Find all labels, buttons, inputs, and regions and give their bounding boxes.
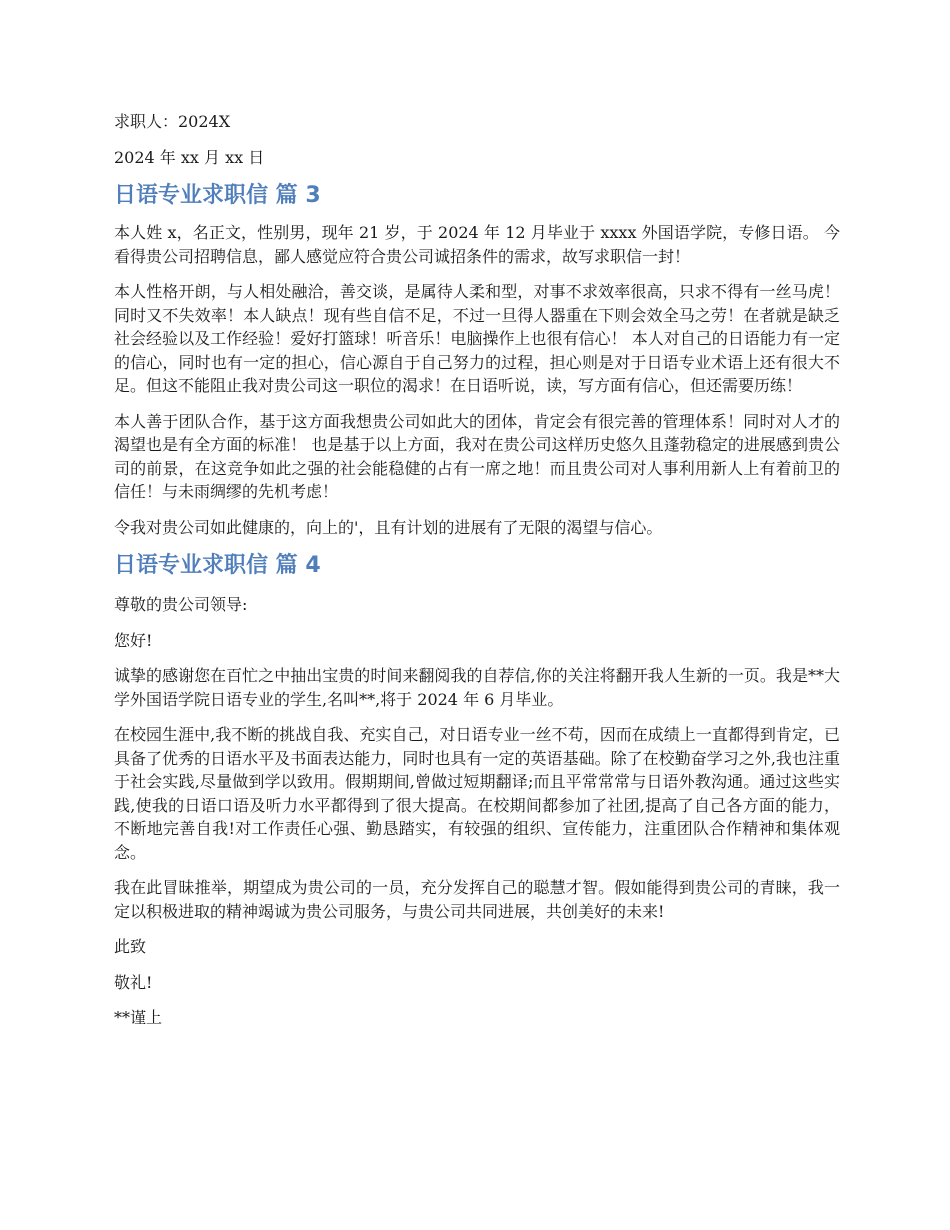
s3-paragraph-3: 本人善于团队合作，基于这方面我想贵公司如此大的团体，肯定会有很完善的管理体系！同时对人才的渴望也是有全方面的标准！ 也是基于以上方面，我对在贵公司这样历史悠久且蓬勃稳定的进展感到贵公司的前景，在这竞争如此之强的社会能稳健的占有一席之地！而且贵公司对人事利用新人上有着前卫的信任！与未雨绸缪的先机考虑！	[114, 411, 840, 501]
section-4-heading: 日语专业求职信 篇 4	[114, 553, 321, 578]
signature: **谨上	[114, 1008, 163, 1027]
s3-paragraph-1: 本人姓 x，名正文，性别男，现年 21 岁，于 2024 年 12 月毕业于 xxxx 外国语学院，专修日语。 今看得贵公司招聘信息，鄙人感觉应符合贵公司诚招条件的需求，故写求职信一封！	[114, 223, 840, 266]
closing-line-1: 此致	[114, 937, 147, 956]
s3-paragraph-2: 本人性格开朗，与人相处融洽，善交谈，是属待人柔和型，对事不求效率很高，只求不得有一丝马虎！同时又不失效率！本人缺点！现有些自信不足，不过一旦得人器重在下则会效全马之劳！在者就是缺乏社会经验以及工作经验！爱好打篮球！听音乐！电脑操作上也很有信心！ 本人对自己的日语能力有一定的信心，同时也有一定的担心，信心源自于自己努力的过程，担心则是对于日语专业术语上还有很大不足。但这不能阻止我对贵公司这一职位的渴求！在日语听说，读，写方面有信心，但还需要历练！	[114, 282, 840, 395]
s4-paragraph-1: 诚挚的感谢您在百忙之中抽出宝贵的时间来翻阅我的自荐信,你的关注将翻开我人生新的一页。我是**大学外国语学院日语专业的学生,名叫**,将于 2024 年 6 月毕业。	[114, 666, 840, 709]
s4-paragraph-3: 我在此冒昧推举，期望成为贵公司的一员，充分发挥自己的聪慧才智。假如能得到贵公司的青睐，我一定以积极进取的精神竭诚为贵公司服务，与贵公司共同进展，共创美好的未来!	[114, 878, 840, 921]
date-line: 2024 年 xx 月 xx 日	[114, 147, 265, 167]
s3-paragraph-4: 令我对贵公司如此健康的，向上的'，且有计划的进展有了无限的渴望与信心。	[114, 517, 663, 537]
applicant-line: 求职人：2024X	[114, 112, 231, 131]
salutation: 尊敬的贵公司领导:	[114, 595, 248, 614]
greeting: 您好!	[114, 630, 153, 650]
document-page	[114, 110, 840, 1042]
closing-line-2: 敬礼!	[114, 972, 153, 992]
s4-paragraph-2: 在校园生涯中,我不断的挑战自我、充实自己，对日语专业一丝不苟，因而在成绩上一直都得到肯定，已具备了优秀的日语水平及书面表达能力，同时也具有一定的英语基础。除了在校勤奋学习之外,我也注重于社会实践,尽量做到学以致用。假期期间,曾做过短期翻译;而且平常常常与日语外教沟通。通过这些实践,使我的日语口语及听力水平都得到了很大提高。在校期间都参加了社团,提高了自己各方面的能力，不断地完善自我!对工作责任心强、勤恳踏实，有较强的组织、宣传能力，注重团队合作精神和集体观念。	[114, 725, 840, 862]
section-3-heading: 日语专业求职信 篇 3	[114, 183, 321, 208]
